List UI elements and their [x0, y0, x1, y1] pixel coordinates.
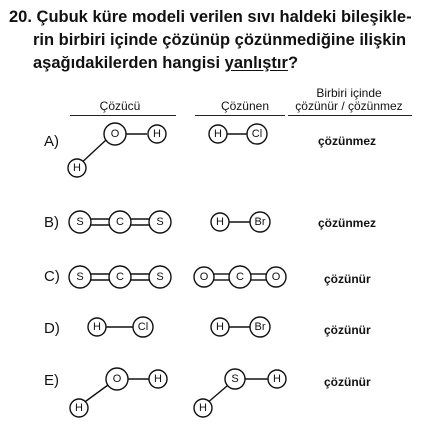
header-result-line-1: Birbiri içinde	[316, 86, 382, 100]
atom-carbon-label: C	[236, 271, 244, 283]
option-e-result: çözünür	[324, 375, 371, 389]
atom-hydrogen-label: H	[73, 162, 81, 174]
atom-hydrogen-label: H	[93, 321, 101, 333]
atom-sulfur-label: S	[231, 373, 239, 385]
option-a-solvent-water	[68, 123, 166, 177]
header-solvent-label: Çözücü	[99, 99, 141, 113]
option-e-letter: E)	[44, 372, 59, 389]
question-line-1-text: Çubuk küre modeli verilen sıvı haldeki bileşikle-	[36, 8, 412, 26]
option-c-solvent-cs2	[69, 266, 171, 288]
question-line-2: rin birbiri içinde çözünüp çözünmediğine ilişkin	[33, 31, 407, 49]
atom-hydrogen-label: H	[216, 321, 224, 333]
option-a-solute-hcl	[209, 124, 267, 144]
option-b-solvent-cs2	[69, 211, 171, 233]
option-c-result: çözünür	[324, 272, 371, 286]
atom-chlorine-label: Cl	[251, 128, 263, 140]
atom-sulfur-label: S	[156, 271, 164, 283]
question-line-3-post: ?	[287, 54, 299, 72]
atom-sulfur-label: S	[76, 271, 84, 283]
option-e-solvent-water	[70, 368, 167, 417]
header-solute-label: Çözünen	[220, 99, 270, 113]
atom-bromine-label: Br	[254, 216, 266, 228]
atom-hydrogen-label: H	[153, 128, 161, 140]
option-c-letter: C)	[44, 268, 60, 285]
question-number: 20.	[9, 8, 32, 26]
atom-oxygen-label: O	[110, 128, 120, 140]
option-b-result: çözünmez	[318, 216, 377, 230]
option-a-letter: A)	[44, 133, 59, 150]
atom-oxygen-label: O	[112, 373, 122, 385]
atom-hydrogen-label: H	[75, 402, 83, 414]
atom-hydrogen-label: H	[199, 402, 207, 414]
option-b-letter: B)	[44, 214, 59, 231]
atom-carbon-label: C	[116, 216, 124, 228]
atom-carbon-label: C	[116, 271, 124, 283]
atom-oxygen-label: O	[271, 271, 281, 283]
question-keyword-wrong: yanlıştır	[224, 54, 288, 72]
atom-bromine-label: Br	[254, 321, 266, 333]
atom-hydrogen-label: H	[216, 216, 224, 228]
atom-oxygen-label: O	[199, 271, 209, 283]
option-e-solute-h2s	[194, 369, 286, 417]
option-b-solute-hbr	[211, 212, 270, 232]
header-result-line-2: çözünür / çözünmez	[295, 99, 403, 113]
atom-hydrogen-label: H	[154, 373, 162, 385]
atom-sulfur-label: S	[156, 216, 164, 228]
option-d-result: çözünür	[324, 323, 371, 337]
option-d-solvent-hcl	[88, 317, 153, 337]
option-a-result: çözünmez	[318, 134, 377, 148]
atom-hydrogen-label: H	[273, 373, 281, 385]
atom-sulfur-label: S	[76, 216, 84, 228]
atom-hydrogen-label: H	[214, 128, 222, 140]
question-line-3-pre: aşağıdakilerden hangisi	[33, 54, 225, 72]
option-c-solute-co2	[194, 266, 286, 288]
atom-chlorine-label: Cl	[137, 321, 149, 333]
option-d-solute-hbr	[211, 317, 270, 337]
option-d-letter: D)	[44, 320, 60, 337]
